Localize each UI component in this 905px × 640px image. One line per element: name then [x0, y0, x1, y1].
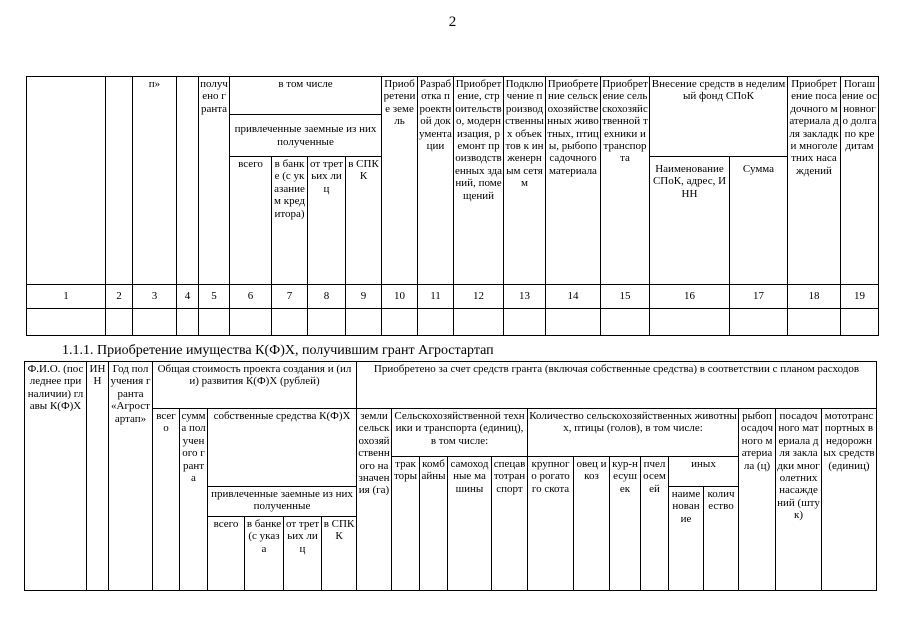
header-spok-name: Наименование СПоК, адрес, ИНН — [650, 157, 730, 285]
header-b-bank: в банке (с указа — [245, 517, 284, 591]
header-moto: мототранспортных внедорожных средств (единиц) — [822, 409, 877, 591]
header-all: всего — [153, 409, 180, 591]
col-number: 2 — [106, 285, 133, 309]
header-grant: получено гранта — [199, 77, 230, 285]
header-col2 — [106, 77, 133, 285]
header-livestock: Количество сельскохозяйственных животных, птицы (голов), в том числе: — [528, 409, 739, 457]
col-number: 13 — [504, 285, 546, 309]
header-other-qty: количество — [704, 487, 739, 591]
col-number: 4 — [177, 285, 199, 309]
col-number: 5 — [199, 285, 230, 309]
data-cell[interactable] — [199, 309, 230, 336]
header-repay: Погашение основного долга по кредитам — [841, 77, 879, 285]
data-cell[interactable] — [382, 309, 418, 336]
col-number: 18 — [788, 285, 841, 309]
data-cell[interactable] — [272, 309, 308, 336]
header-fio: Ф.И.О. (последнее при наличии) главы К(Ф)Х — [25, 362, 87, 591]
header-spk: в СПКК — [346, 157, 382, 285]
header-connection: Подключение производственных объектов к инженерным сетям — [504, 77, 546, 285]
header-third: от третьих лиц — [308, 157, 346, 285]
col-number: 16 — [650, 285, 730, 309]
header-sheep: овец и коз — [574, 457, 610, 591]
header-acquired: Приобретено за счет средств гранта (включая собственные средства) в соответствии с планом расходов — [357, 362, 877, 409]
data-cell[interactable] — [133, 309, 177, 336]
header-total: всего — [230, 157, 272, 285]
data-cell[interactable] — [841, 309, 879, 336]
data-cell[interactable] — [346, 309, 382, 336]
header-machinery: Приобретение сельскохозяйственной техники и транспорта — [601, 77, 650, 285]
header-bees: пчелосемей — [641, 457, 669, 591]
data-cell[interactable] — [177, 309, 199, 336]
data-cell[interactable] — [418, 309, 454, 336]
data-cell[interactable] — [454, 309, 504, 336]
col-number: 3 — [133, 285, 177, 309]
header-inn: ИНН — [87, 362, 109, 591]
col-number: 10 — [382, 285, 418, 309]
header-sum: Сумма — [730, 157, 788, 285]
header-cattle: крупного рогатого скота — [528, 457, 574, 591]
header-grant-sum: сумма полученого гранта — [180, 409, 208, 591]
col-number: 9 — [346, 285, 382, 309]
data-cell[interactable] — [601, 309, 650, 336]
header-combines: комбайны — [420, 457, 448, 591]
header-machinery: Сельскохозяйственной техники и транспорта (единиц), в том числе: — [392, 409, 528, 457]
header-construction: Приобретение, строительство, модернизация, ремонт производственных зданий, помещений — [454, 77, 504, 285]
header-fish: рыбопосадочного материала (ц) — [739, 409, 776, 591]
header-incl: в том числе — [230, 77, 382, 115]
col-number: 7 — [272, 285, 308, 309]
col-number: 11 — [418, 285, 454, 309]
col-number: 17 — [730, 285, 788, 309]
header-col1 — [27, 77, 106, 285]
property-table — [24, 361, 877, 591]
header-poultry: кур-несушек — [610, 457, 641, 591]
data-cell[interactable] — [546, 309, 601, 336]
header-col3: п» — [133, 77, 177, 285]
header-selfprop: самоходные машины — [448, 457, 492, 591]
header-own: собственные средства К(Ф)Х — [208, 409, 357, 487]
col-number: 14 — [546, 285, 601, 309]
col-number: 15 — [601, 285, 650, 309]
header-special: спецавтотранспорт — [492, 457, 528, 591]
column-numbers-row — [27, 285, 879, 309]
header-total-cost: Общая стоимость проекта создания и (или) развития К(Ф)Х (рублей) — [153, 362, 357, 409]
header-planting: Приобретение посадочного материала для закладки многолетних насаждений — [788, 77, 841, 285]
header-land: Приобретение земель — [382, 77, 418, 285]
header-b-spk: в СПКК — [322, 517, 357, 591]
data-cell[interactable] — [27, 309, 106, 336]
header-land: земли сельскохозяйственного назначения (га) — [357, 409, 392, 591]
header-bank: в банке (с указанием кредитора) — [272, 157, 308, 285]
col-number: 6 — [230, 285, 272, 309]
col-number: 1 — [27, 285, 106, 309]
header-b-total: всего — [208, 517, 245, 591]
header-fund: Внесение средств в неделимый фонд СПоК — [650, 77, 788, 157]
data-cell[interactable] — [730, 309, 788, 336]
header-year: Год получения гранта «Агростартап» — [109, 362, 153, 591]
data-cell[interactable] — [788, 309, 841, 336]
col-number: 19 — [841, 285, 879, 309]
col-number: 8 — [308, 285, 346, 309]
header-animals: Приобретение сельскохозяйственных животных, птицы, рыбопосадочного материала — [546, 77, 601, 285]
data-cell[interactable] — [230, 309, 272, 336]
header-borrowed: привлеченные заемные из них полученные — [208, 487, 357, 517]
header-borrowed: привлеченные заемные из них полученные — [230, 115, 382, 157]
header-docs: Разработка проектной документации — [418, 77, 454, 285]
header-planting: посадочного материала для закладки многолетних насаждений (штук) — [776, 409, 822, 591]
col-number: 12 — [454, 285, 504, 309]
expense-table — [26, 76, 879, 336]
section-caption: 1.1.1. Приобретение имущества К(Ф)Х, получившим грант Агростартап — [62, 343, 494, 358]
data-cell[interactable] — [106, 309, 133, 336]
empty-data-row — [27, 309, 879, 336]
header-tractors: тракторы — [392, 457, 420, 591]
data-cell[interactable] — [650, 309, 730, 336]
header-other-name: наименование — [669, 487, 704, 591]
header-col4 — [177, 77, 199, 285]
page-number: 2 — [448, 14, 457, 30]
header-other: иных — [669, 457, 739, 487]
data-cell[interactable] — [308, 309, 346, 336]
header-b-third: от третьих лиц — [284, 517, 322, 591]
data-cell[interactable] — [504, 309, 546, 336]
